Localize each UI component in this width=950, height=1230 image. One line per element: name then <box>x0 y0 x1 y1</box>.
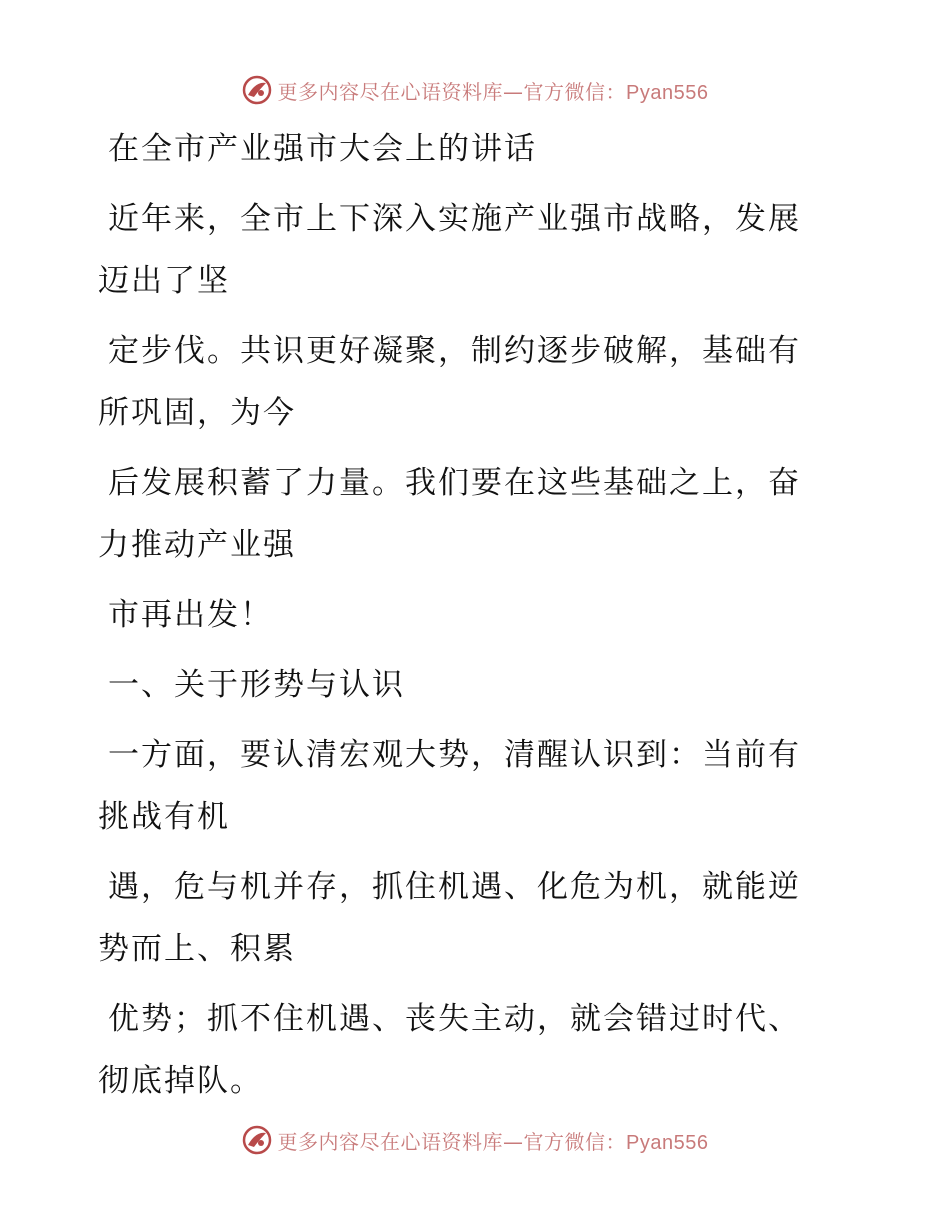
paragraph-line: 彻底掉队。 <box>98 1063 263 1099</box>
paragraph-line: 定步伐。共识更好凝聚，制约逐步破解，基础有 <box>108 333 801 369</box>
paragraph-line: 迈出了坚 <box>98 263 230 299</box>
paragraph-line: 市再出发！ <box>108 597 273 633</box>
paragraph-line: 力推动产业强 <box>98 527 296 563</box>
document-body <box>98 118 838 1112</box>
paragraph-line: 挑战有机 <box>98 799 230 835</box>
banner-wechat-id: Pyan556 <box>626 1131 709 1154</box>
footer-banner <box>0 1120 950 1160</box>
paragraph-line: 近年来，全市上下深入实施产业强市战略，发展 <box>108 201 801 237</box>
banner-label: 更多内容尽在心语资料库—官方微信： <box>277 1129 627 1154</box>
paragraph-line: 优势；抓不住机遇、丧失主动，就会错过时代、 <box>108 1001 801 1037</box>
document-title: 在全市产业强市大会上的讲话 <box>108 131 537 167</box>
banner-text <box>278 76 709 105</box>
banner-text <box>278 1126 709 1155</box>
banner-wechat-id: Pyan556 <box>626 81 709 104</box>
banner-label: 更多内容尽在心语资料库—官方微信： <box>277 79 627 104</box>
paragraph-line: 一方面，要认清宏观大势，清醒认识到：当前有 <box>108 737 801 773</box>
header-banner <box>0 70 950 110</box>
paragraph-line: 势而上、积累 <box>98 931 296 967</box>
paragraph-line: 后发展积蓄了力量。我们要在这些基础之上，奋 <box>108 465 801 501</box>
paragraph-line: 遇，危与机并存，抓住机遇、化危为机，就能逆 <box>108 869 801 905</box>
logo-icon <box>242 1125 272 1155</box>
logo-icon <box>242 75 272 105</box>
section-heading: 一、关于形势与认识 <box>108 667 405 703</box>
paragraph-line: 所巩固，为今 <box>98 395 296 431</box>
